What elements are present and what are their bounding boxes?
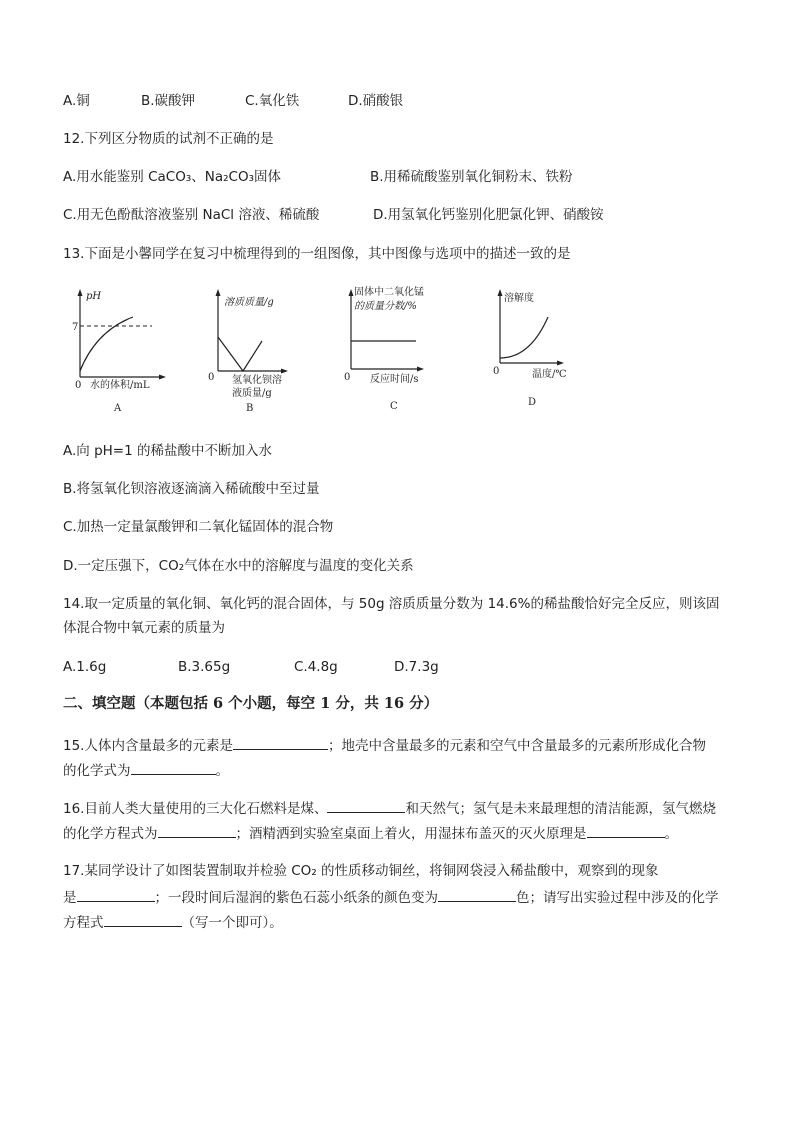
q12-option-c: C.用无色酚酞溶液鉴别 NaCl 溶液、稀硫酸: [63, 207, 320, 223]
graph-a-ylabel: pH: [86, 291, 102, 302]
q14-option-b: B.3.65g: [178, 659, 231, 675]
q15-text-2: ；地壳中含量最多的元素和空气中含量最多的元素所形成化合物: [327, 738, 706, 754]
q13-option-d: D.一定压强下，CO₂气体在水中的溶解度与温度的变化关系: [63, 558, 414, 574]
graph-d-ylabel: 溶解度: [504, 293, 534, 304]
graph-b-ylabel: 溶质质量/g: [224, 297, 274, 308]
q13-option-c: C.加热一定量氯酸钾和二氧化锰固体的混合物: [63, 519, 334, 535]
section-2-title: 二、填空题（本题包括 6 个小题，每空 1 分，共 16 分）: [63, 695, 439, 712]
graph-a: [60, 285, 170, 415]
graph-a-ytick: 7: [72, 322, 79, 333]
q13-option-a: A.向 pH=1 的稀盐酸中不断加入水: [63, 443, 272, 459]
graph-b: [204, 285, 304, 415]
q16-blank-3[interactable]: [587, 823, 665, 838]
question-15-line-2: [63, 760, 229, 780]
q17-text-4: 色；请写出实验过程中涉及的化学: [516, 890, 719, 906]
q17-text-3: ；一段时间后湿润的紫色石蕊小纸条的颜色变为: [154, 890, 438, 906]
option-c: C.氧化铁: [245, 93, 300, 109]
question-14-stem-line-2: 体混合物中氧元素的质量为: [63, 620, 225, 636]
option-d: D.硝酸银: [348, 93, 404, 109]
q16-text-3: 的化学方程式为: [63, 826, 158, 842]
q17-text-5: 方程式: [63, 915, 104, 931]
q16-text-2: 和天然气；氢气是未来最理想的清洁能源，氢气燃烧: [405, 801, 716, 817]
question-15-line-1: [63, 735, 706, 755]
graph-b-xlabel-1: 氢氧化钡溶: [232, 375, 282, 386]
question-16-line-2: [63, 823, 678, 843]
q16-blank-1[interactable]: [327, 798, 405, 813]
q16-text-4: ；酒精洒到实验室桌面上着火，用湿抹布盖灭的灭火原理是: [235, 826, 587, 842]
q16-text-1: 16.目前人类大量使用的三大化石燃料是煤、: [63, 801, 328, 817]
q17-text-6: （写一个即可）。: [181, 915, 283, 931]
graph-a-xlabel: 水的体积/mL: [90, 380, 150, 391]
graph-b-caption: B: [246, 403, 254, 414]
question-17-line-2: [63, 887, 719, 907]
graph-c-ylabel-2: 的质量分数/%: [354, 301, 417, 312]
q13-option-b: B.将氢氧化钡溶液逐滴滴入稀硫酸中至过量: [63, 481, 320, 497]
q12-option-a: A.用水能鉴别 CaCO₃、Na₂CO₃固体: [63, 169, 281, 185]
q17-blank-3[interactable]: [104, 912, 182, 927]
q15-blank-1[interactable]: [233, 735, 328, 750]
q17-blank-2[interactable]: [438, 887, 516, 902]
q14-option-d: D.7.3g: [394, 659, 439, 675]
graph-d-caption: D: [528, 397, 537, 408]
graph-d: [490, 285, 590, 415]
graph-b-origin: 0: [208, 372, 215, 383]
question-14-stem-line-1: 14.取一定质量的氧化铜、氧化钙的混合固体，与 50g 溶质质量分数为 14.6%的稀盐酸恰好完全反应，则该固: [63, 596, 720, 612]
question-17-line-1: 17.某同学设计了如图装置制取并检验 CO₂ 的性质移动铜丝，将铜网袋浸入稀盐酸中，观察到的现象: [63, 863, 659, 879]
graph-a-origin: 0: [75, 380, 82, 391]
q14-option-a: A.1.6g: [63, 659, 107, 675]
question-12-stem: 12.下列区分物质的试剂不正确的是: [63, 131, 274, 147]
graph-c-origin: 0: [344, 372, 351, 383]
option-a: A.铜: [63, 93, 90, 109]
question-17-line-3: [63, 912, 283, 932]
graph-b-xlabel-2: 液质量/g: [232, 388, 272, 399]
graph-c-caption: C: [390, 401, 398, 412]
q17-blank-1[interactable]: [77, 887, 155, 902]
q15-text-1: 15.人体内含量最多的元素是: [63, 738, 233, 754]
q16-blank-2[interactable]: [158, 823, 236, 838]
q15-blank-2[interactable]: [131, 760, 216, 775]
q16-text-5: 。: [664, 826, 678, 842]
q15-text-4: 。: [215, 763, 229, 779]
question-13-stem: 13.下面是小馨同学在复习中梳理得到的一组图像，其中图像与选项中的描述一致的是: [63, 246, 571, 262]
q17-text-2: 是: [63, 890, 77, 906]
question-16-line-1: [63, 798, 716, 818]
graph-d-origin: 0: [493, 366, 500, 377]
q12-option-b: B.用稀硫酸鉴别氧化铜粉末、铁粉: [370, 169, 573, 185]
graph-a-caption: A: [114, 403, 122, 414]
q12-option-d: D.用氢氧化钙鉴别化肥氯化钾、硝酸铵: [373, 207, 604, 223]
graph-c-ylabel-1: 固体中二氧化锰: [354, 287, 424, 298]
q15-text-3: 的化学式为: [63, 763, 131, 779]
graph-c-xlabel: 反应时间/s: [370, 374, 419, 385]
graph-c: [340, 285, 440, 415]
option-b: B.碳酸钾: [141, 93, 196, 109]
graph-d-xlabel: 温度/℃: [532, 369, 567, 380]
q14-option-c: C.4.8g: [294, 659, 338, 675]
